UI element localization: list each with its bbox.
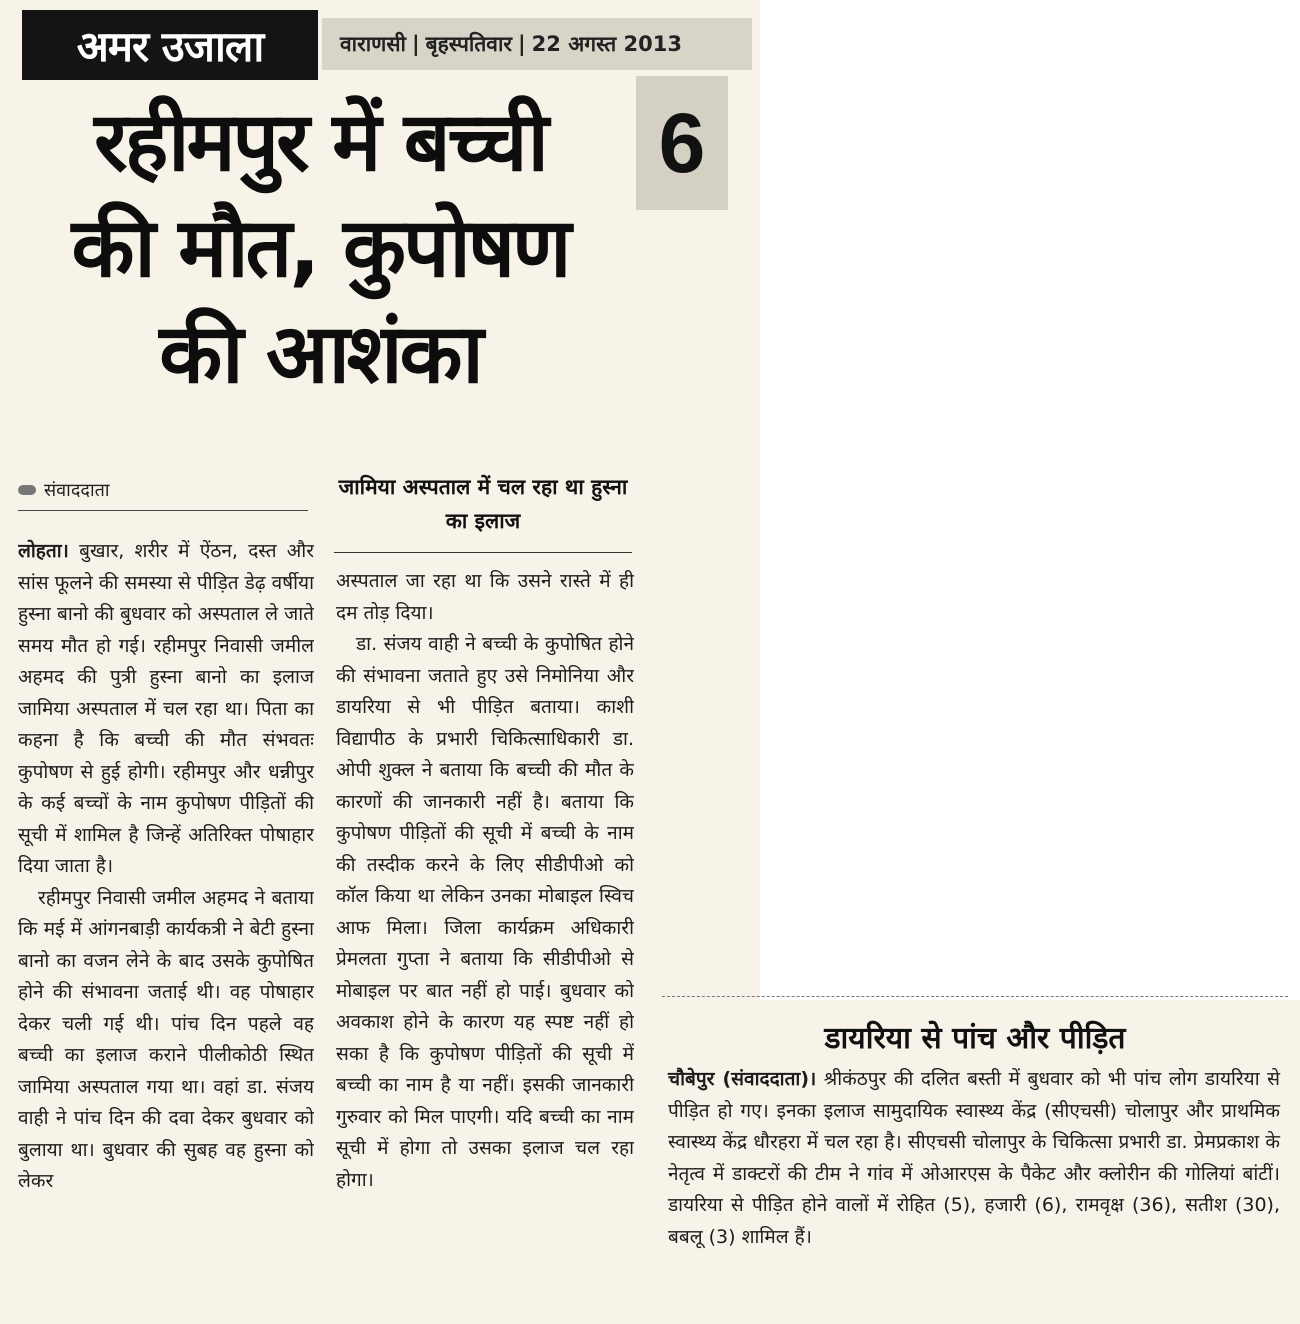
article-paragraph: डा. संजय वाही ने बच्ची के कुपोषित होने की संभावना जताते हुए उसे निमोनिया और डायरिया से भी पीड़ित बताया। काशी विद्यापीठ के प्रभारी चिकित्साधिकारी डा. ओपी शुक्ल ने बताया कि बच्ची की मौत के कारणों की जानकारी नहीं है। बताया कि कुपोषण पीड़ितों की सूची में बच्ची के नाम की तस्दीक करने के लिए सीडीपीओ को कॉल किया था लेकिन उनका मोबाइल स्विच आफ मिला। जिला कार्यक्रम अधिकारी प्रेमलता गुप्ता ने बताया कि सीडीपीओ से मोबाइल पर बात नहीं हो पाई। बुधवार को अवकाश होने के कारण यह स्पष्ट नहीं हो सका है कि कुपोषण पीड़ितों की सूची में बच्ची का नाम है या नहीं। इसकी जानकारी गुरुवार को मिल पाएगी। यदि बच्ची का नाम सूची में होगा तो उसका इलाज चल रहा होगा। [336,633,634,1191]
dateline-separator: | [518,32,526,56]
secondary-story-headline: डायरिया से पांच और पीड़ित [824,1021,1126,1056]
newspaper-masthead: अमर उजाला [22,10,318,80]
dateline-day: बृहस्पतिवार [425,32,512,56]
story-divider [662,996,1288,997]
dateline-city: वाराणसी [340,32,406,56]
paragraph-text: बुखार, शरीर में ऐंठन, दस्त और सांस फूलने की समस्या से पीड़ित डेढ़ वर्षीया हुस्ना बानो की बुधवार को अस्पताल ले जाते समय मौत हो गई। रहीमपुर निवासी जमील अहमद की पुत्री हुस्ना बानो का इलाज जामिया अस्पताल में चल रहा था। पिता का कहना है कि बच्ची की मौत संभवतः कुपोषण से हुई होगी। रहीमपुर और धन्नीपुर के कई बच्चों के नाम कुपोषण पीड़ितों की सूची में शामिल है जिन्हें अतिरिक्त पोषाहार दिया जाता है। [18,540,314,877]
article-dateline: लोहता। [18,540,69,562]
headline-line: रहीमपुर में बच्ची [94,95,546,190]
masthead-dateline [322,18,752,70]
story-subheading: जामिया अस्पताल में चल रहा था हुस्ना का इलाज [334,470,632,553]
byline [18,478,308,511]
secondary-story-body [668,1064,1280,1253]
dateline-separator: | [411,32,420,56]
story-headline [12,90,628,408]
byline-bullet-icon [18,485,36,495]
article-paragraph: अस्पताल जा रहा था कि उसने रास्ते में ही दम तोड़ दिया। [336,570,634,624]
byline-text: संवाददाता [44,480,110,501]
article-paragraph [668,1064,1280,1253]
article-column-1 [18,536,314,1320]
page-number: 6 [636,76,728,210]
paragraph-text: श्रीकंठपुर की दलित बस्ती में बुधवार को भी पांच लोग डायरिया से पीड़ित हो गए। इनका इलाज सामुदायिक स्वास्थ्य केंद्र (सीएचसी) चोलापुर और प्राथमिक स्वास्थ्य केंद्र धौरहरा में चल रहा है। सीएचसी चोलापुर के चिकित्सा प्रभारी डा. प्रेमप्रकाश के नेतृत्व में डाक्टरों की टीम ने गांव में ओआरएस के पैकेट और क्लोरीन की गोलियां बांटीं। डायरिया से पीड़ित होने वालों में रोहित (5), हजारी (6), रामवृक्ष (36), सतीश (30), बबलू (3) शामिल हैं। [668,1068,1280,1248]
article-column-2 [336,566,634,1314]
article-paragraph: रहीमपुर निवासी जमील अहमद ने बताया कि मई में आंगनबाड़ी कार्यकत्री ने बेटी हुस्ना बानो का वजन लेने के बाद उसके कुपोषित होने की संभावना जताई थी। वह पोषाहार देकर चली गई थी। पांच दिन पहले वह बच्ची का इलाज कराने पीलीकोठी स्थित जामिया अस्पताल गया था। वहां डा. संजय वाही ने पांच दिन की दवा देकर बुधवार को बुलाया था। बुधवार की सुबह वह हुस्ना को लेकर [18,886,314,1192]
dateline-date: 22 अगस्त 2013 [531,32,682,56]
headline-line: की आशंका [159,307,481,402]
headline-line: की मौत, कुपोषण [71,201,569,296]
article-paragraph [18,536,314,883]
article-dateline: चौबेपुर (संवाददाता)। [668,1068,817,1090]
